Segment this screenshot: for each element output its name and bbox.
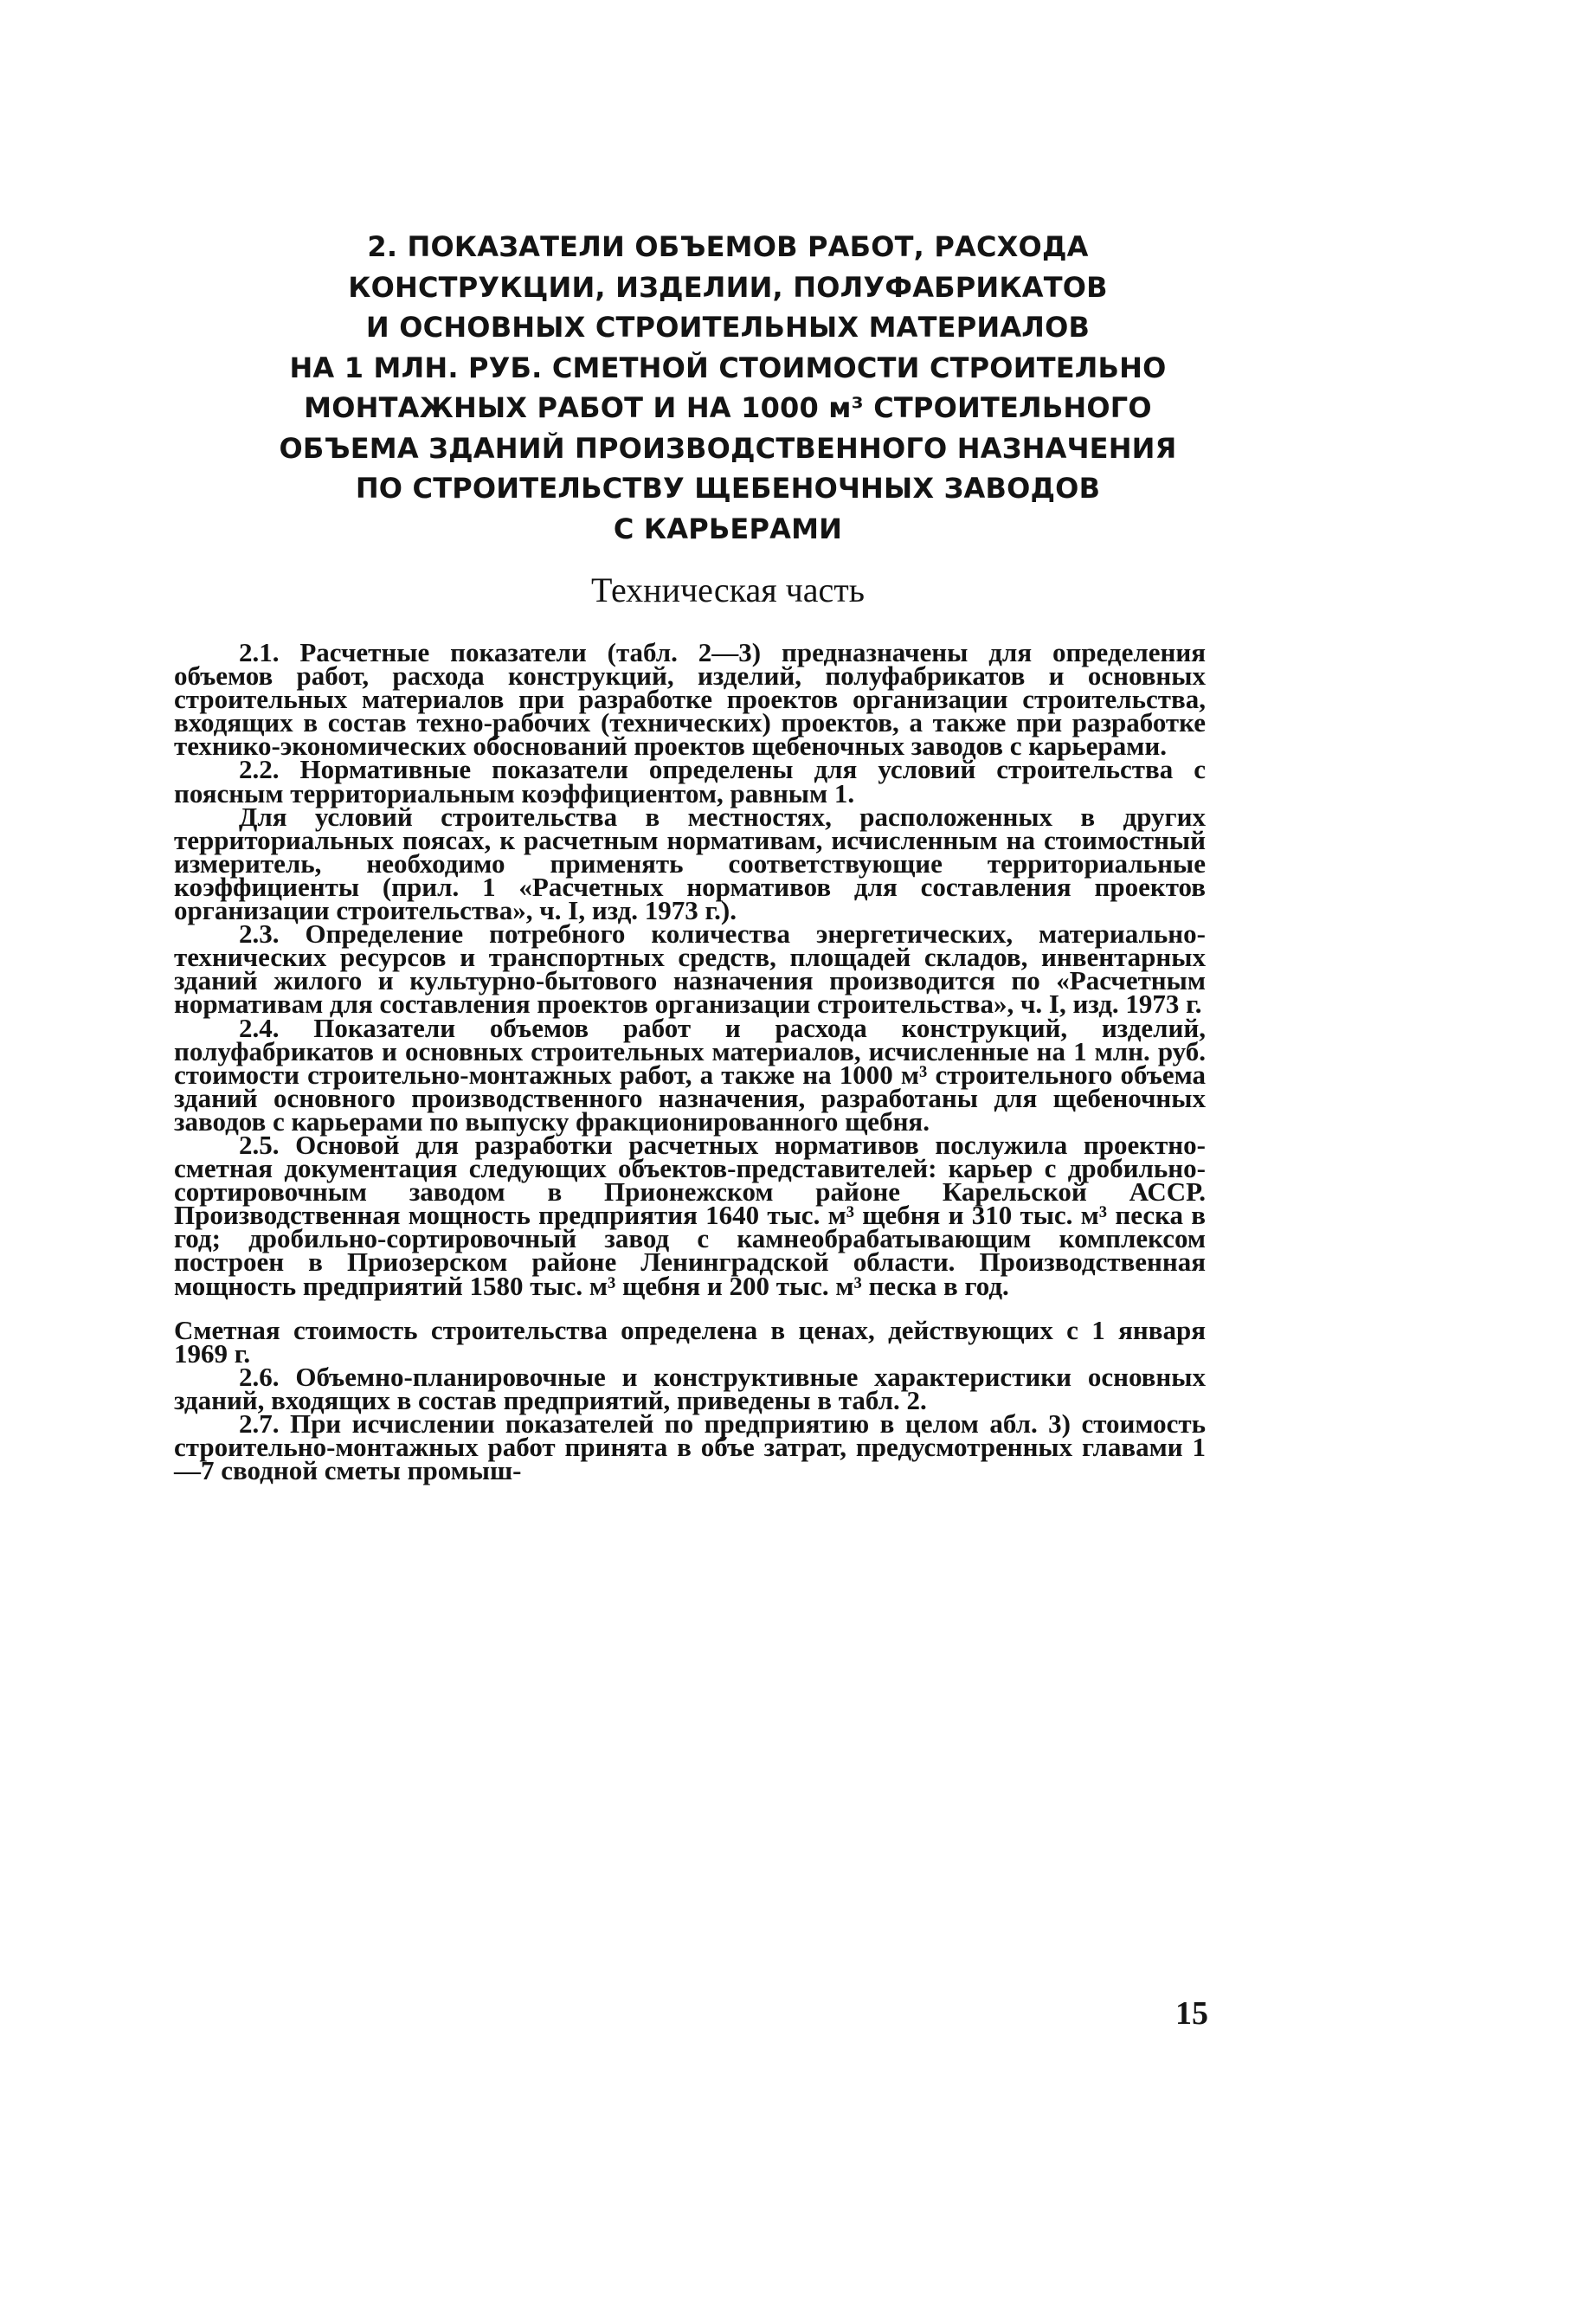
paragraph-2-4: 2.4. Показатели объемов работ и расхода конструкций, изделий, полуфабрикатов и основных строительных материалов, исчисленные на 1 млн. руб. стоимости строительно-монтажных работ, а также на 1000 м³ строительного объема зданий основного производственного назначения, разработаны для щебеночных заводов с карьерами по выпуску фракционированного щебня. xyxy=(174,1012,1206,1137)
paragraph-2-6: 2.6. Объемно-планировочные и конструктивные характеристики основных зданий, входящих в состав предприятий, приведены в табл. 2. xyxy=(174,1361,1206,1415)
heading-line: И ОСНОВНЫХ СТРОИТЕЛЬНЫХ МАТЕРИАЛОВ xyxy=(365,311,1091,344)
paragraph-2-2: 2.2. Нормативные показатели определены для условий строительства с поясным территориальным коэффициентом, равным 1. xyxy=(174,754,1206,809)
heading-line: НА 1 МЛН. РУБ. СМЕТНОЙ СТОИМОСТИ СТРОИТЕЛЬНО xyxy=(289,351,1167,384)
body-text xyxy=(174,637,1206,1486)
paragraph-2-3: 2.3. Определение потребного количества энергетических, материально-технических ресурсов и транспортных средств, площадей складов, инвентарных зданий жилого и культурно-бытового назначения производится по «Расчетным нормативам для составления проектов организации строительства», ч. I, изд. 1973 г. xyxy=(174,918,1206,1020)
heading-line: ОБЪЕМА ЗДАНИЙ ПРОИЗВОДСТВЕННОГО НАЗНАЧЕНИЯ xyxy=(279,431,1177,465)
section-heading xyxy=(204,227,1252,549)
heading-line: С КАРЬЕРАМИ xyxy=(613,512,843,545)
page-number: 15 xyxy=(1175,1995,1208,2032)
heading-line: 2. ПОКАЗАТЕЛИ ОБЪЕМОВ РАБОТ, РАСХОДА xyxy=(367,230,1089,263)
paragraph-2-7: 2.7. При исчислении показателей по предприятию в целом абл. 3) стоимость строительно-монтажных работ принята в объе затрат, предусмотренных главами 1—7 сводной сметы промыш- xyxy=(174,1408,1206,1486)
subheading-technical-part: Техническая часть xyxy=(591,570,865,609)
paragraph-2-5: 2.5. Основой для разработки расчетных нормативов послужила проектно-сметная документация следующих объектов-представителей: карьер с дробильно-сортировочным заводом в Прионежском районе Карельской АССР. Производственная мощность предприятия 1640 тыс. м³ щебня и 310 тыс. м³ песка в год; дробильно-сортировочный завод с камнеобрабатывающим комплексом построен в Приозерском районе Ленинградской области. Производственная мощность предприятий 1580 тыс. м³ щебня и 200 тыс. м³ песка в год. xyxy=(174,1129,1206,1301)
paragraph-territorial-coefficients: Для условий строительства в местностях, расположенных в других территориальных поясах, к расчетным нормативам, исчисленным на стоимостный измеритель, необходимо применять соответствующие территориальные коэффициенты (прил. 1 «Расчетных нормативов для составления проектов организации строительства», ч. I, изд. 1973 г.). xyxy=(174,801,1206,926)
heading-line: ПО СТРОИТЕЛЬСТВУ ЩЕБЕНОЧНЫХ ЗАВОДОВ xyxy=(355,472,1101,505)
heading-line: МОНТАЖНЫХ РАБОТ И НА 1000 м³ СТРОИТЕЛЬНОГО xyxy=(304,391,1152,424)
heading-line: КОНСТРУКЦИИ, ИЗДЕЛИИ, ПОЛУФАБРИКАТОВ xyxy=(348,270,1108,304)
paragraph-2-1: 2.1. Расчетные показатели (табл. 2—3) предназначены для определения объемов работ, расхода конструкций, изделий, полуфабрикатов и основных строительных материалов при разработке проектов организации строительства, входящих в состав техно-рабочих (технических) проектов, а также при разработке технико-экономических обоснований проектов щебеночных заводов с карьерами. xyxy=(174,637,1206,762)
paragraph-estimate-prices: Сметная стоимость строительства определена в ценах, действующих с 1 января 1969 г. xyxy=(174,1314,1206,1369)
